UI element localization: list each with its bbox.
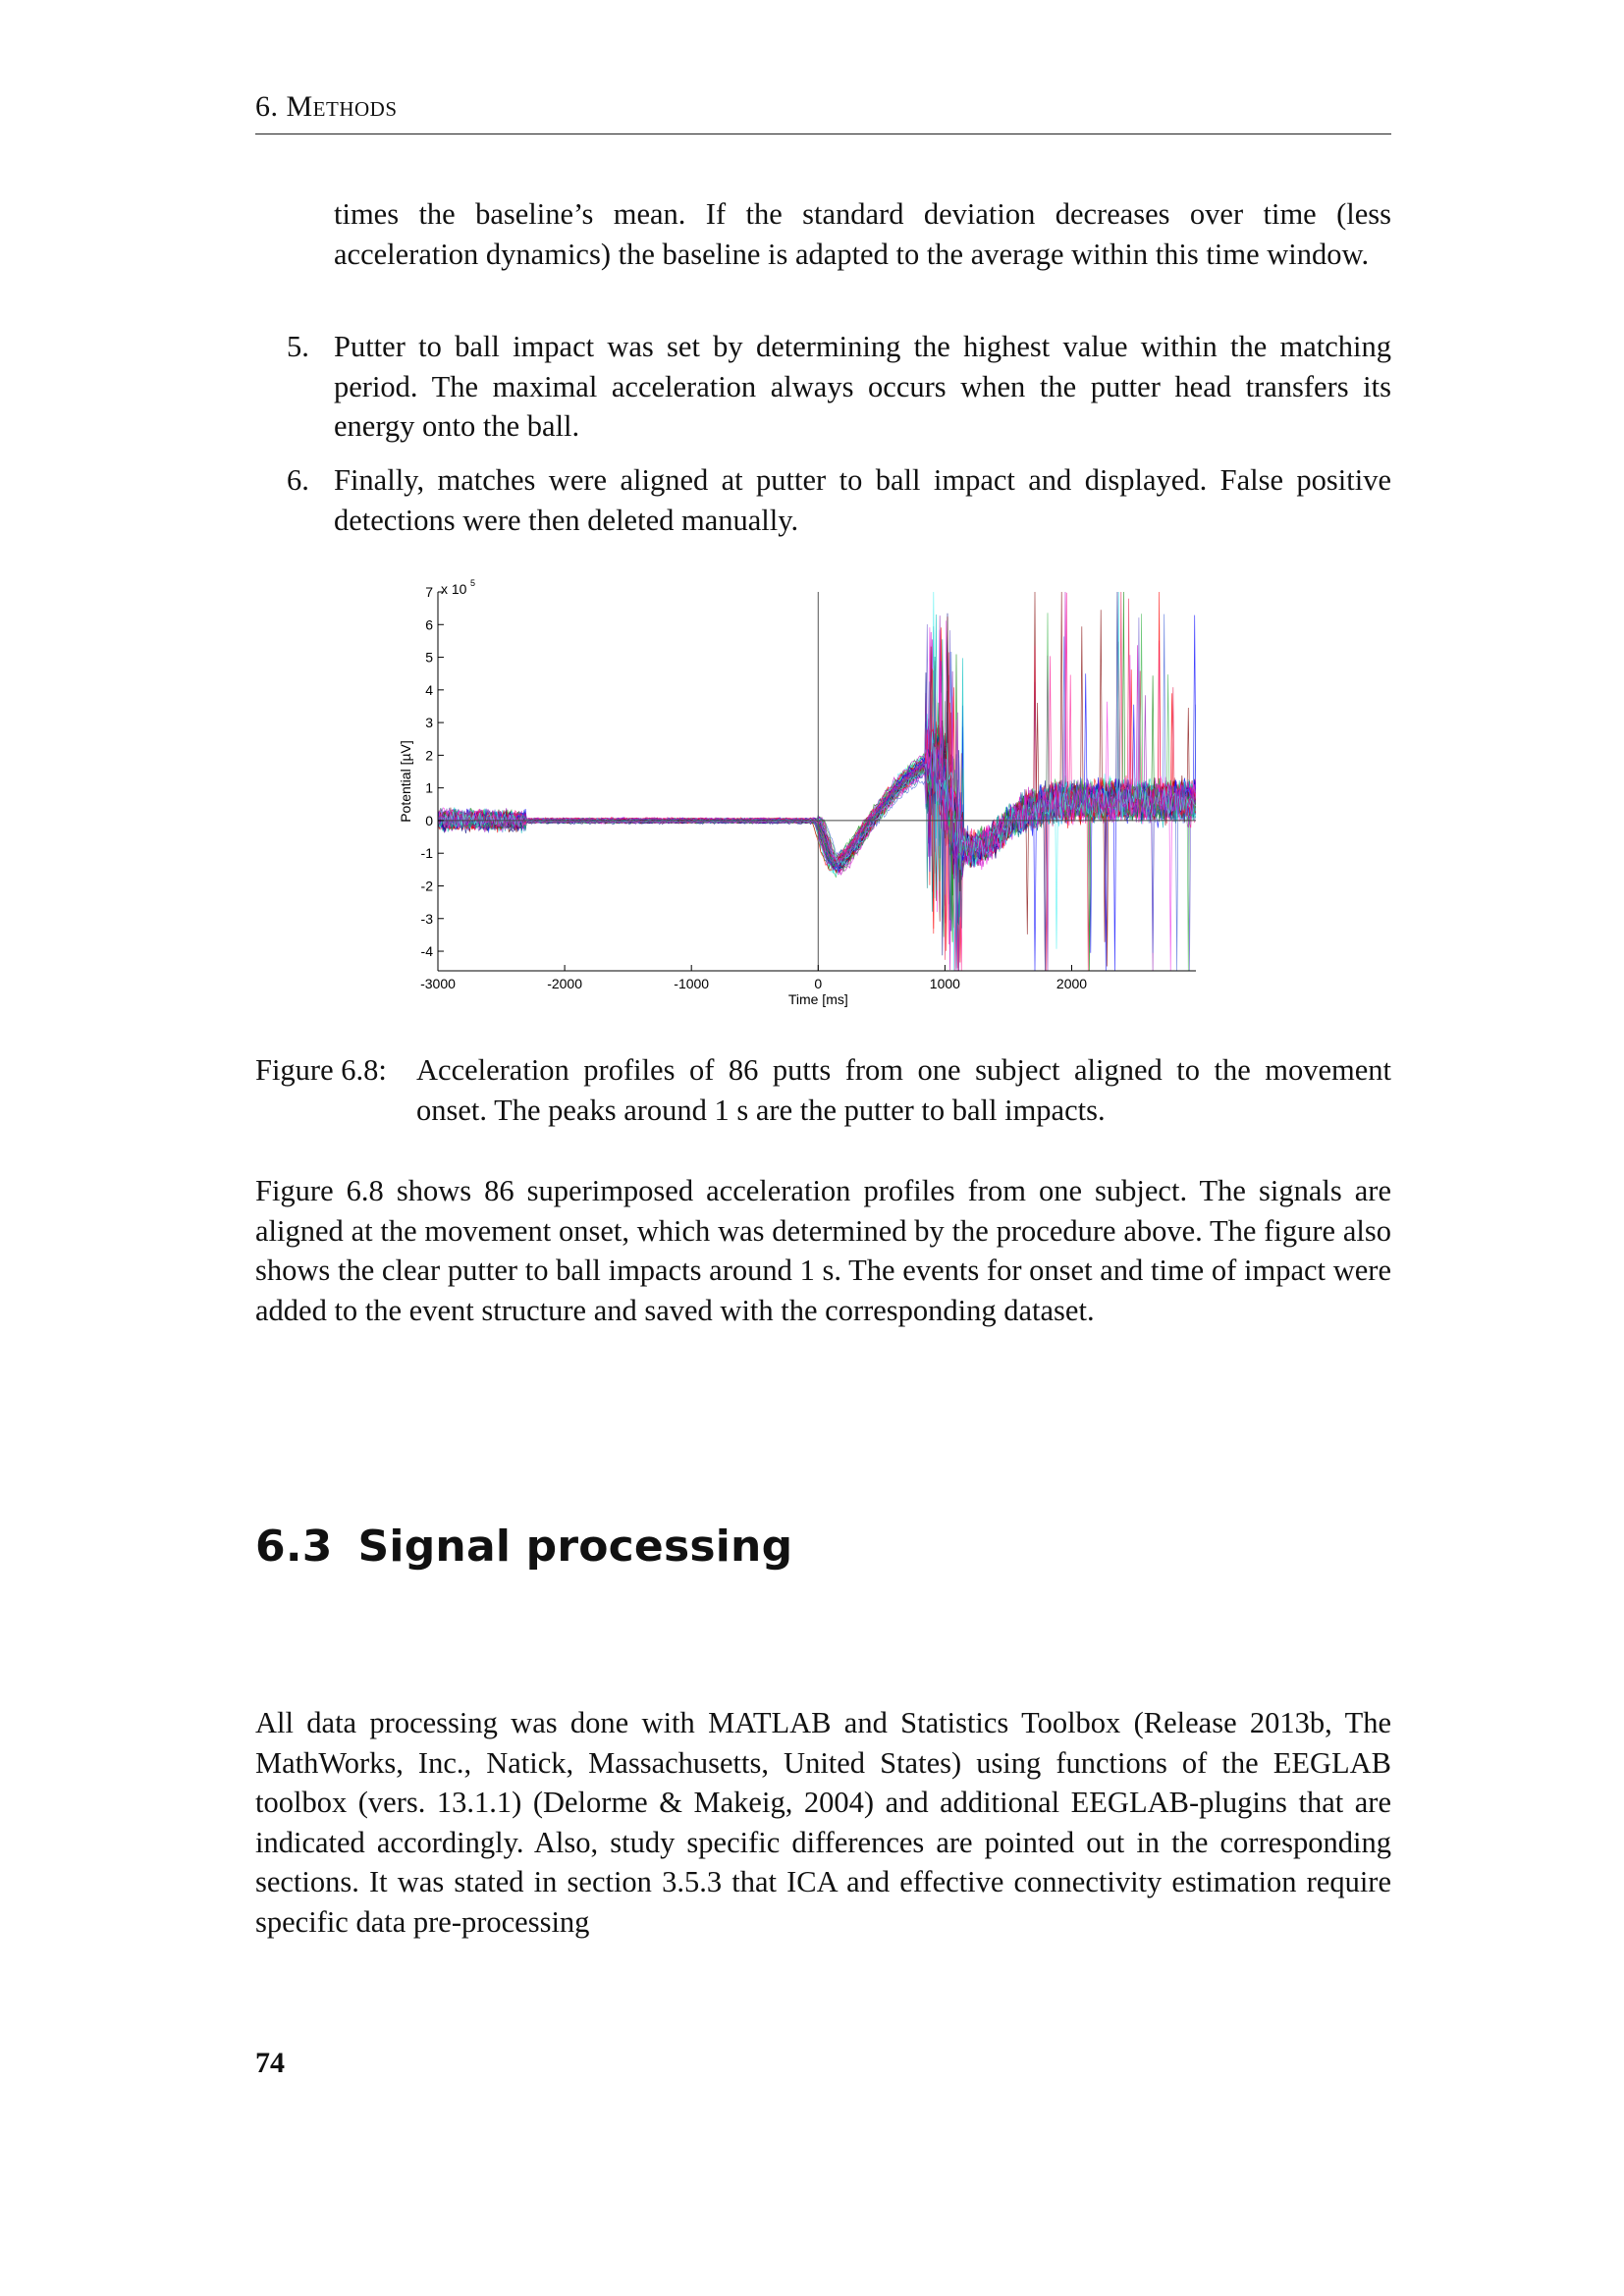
list-item-number: 6. [287,463,309,497]
y-tick-label: 2 [425,747,433,764]
trace-line [438,735,1196,955]
y-tick-label: -4 [420,943,433,960]
y-tick-label: 1 [425,779,433,796]
trace-line [438,739,1196,971]
list-item-text: Putter to ball impact was set by determining the highest value within the matching period. The maximal acceleration always occurs when the putter head transfers its energy onto the ball. [334,330,1391,443]
trace-line [438,730,1196,971]
trace-line [438,737,1196,971]
list-item [287,327,1391,447]
trace-group [438,592,1196,971]
figure-chart [393,564,1218,1016]
x-tick-label: 2000 [1056,976,1088,991]
y-tick-label: -3 [420,910,433,927]
trace-line [438,734,1196,944]
y-tick-label: -2 [420,878,433,894]
y-tick-label: 7 [425,584,433,600]
section-paragraph: All data processing was done with MATLAB and Statistics Toolbox (Release 2013b, The MathWorks, Inc., Natick, Massachusetts, United States) using functions of the EEGLAB toolbox (vers. 13.1.1) (Delorme & Makeig, 2004) and additional EEGLAB-plugins that are indicated accordingly. Also, study specific differences are pointed out in the corresponding sections. It was stated in section 3.5.3 that ICA and effective connectivity estimation require specific data pre-processing [255,1706,1391,1939]
trace-line [438,695,1196,971]
y-tick-label: 4 [425,681,433,698]
running-header [255,90,1391,134]
section-number: 6.3 [255,1522,333,1572]
x-tick-label: -2000 [547,976,583,991]
body-paragraph: Figure 6.8 shows 86 superimposed acceleration profiles from one subject. The signals are aligned at the movement onset, which was determined by the procedure above. The figure also shows the clear putter to ball impacts around 1 s. The events for onset and time of impact were added to the event structure and saved with the corresponding dataset. [255,1174,1391,1327]
y-tick-label: 5 [425,649,433,666]
y-axis-label: Potential [µV] [398,740,413,823]
y-tick-label: 0 [425,812,433,828]
x-tick-label: 1000 [929,976,960,991]
trace-line [438,592,1196,942]
trace-line [438,744,1196,942]
list-item-text: Finally, matches were aligned at putter to ball impact and displayed. False positive detections were then deleted manually. [334,463,1391,537]
figure-caption-text: Acceleration profiles of 86 putts from one subject aligned to the movement onset. The peaks around 1 s are the putter to ball impacts. [416,1053,1391,1127]
x-axis-label: Time [ms] [787,991,848,1007]
y-tick-label: -1 [420,845,433,862]
section-title: Signal processing [357,1522,793,1572]
section-heading [255,1522,792,1572]
figure-caption [255,1050,1391,1131]
list-item-continuation: times the baseline’s mean. If the standard deviation decreases over time (less acceleration dynamics) the baseline is adapted to the average within this time window. [334,197,1391,271]
page-number: 74 [255,2047,285,2079]
chapter-title: 6. Methods [255,90,398,123]
list-item-number: 5. [287,330,309,363]
y-exponent-label: x 10 [441,581,467,597]
trace-line [438,729,1196,960]
figure-label: Figure 6.8: [255,1053,387,1087]
trace-line [438,714,1196,971]
plot-area [438,592,1196,971]
y-tick-label: 6 [425,616,433,633]
x-tick-label: 0 [814,976,823,991]
trace-line [438,734,1196,968]
x-tick-label: -3000 [420,976,456,991]
y-exponent-power: 5 [470,578,476,588]
x-tick-label: -1000 [674,976,710,991]
y-tick-label: 3 [425,715,433,731]
list-item [287,460,1391,540]
